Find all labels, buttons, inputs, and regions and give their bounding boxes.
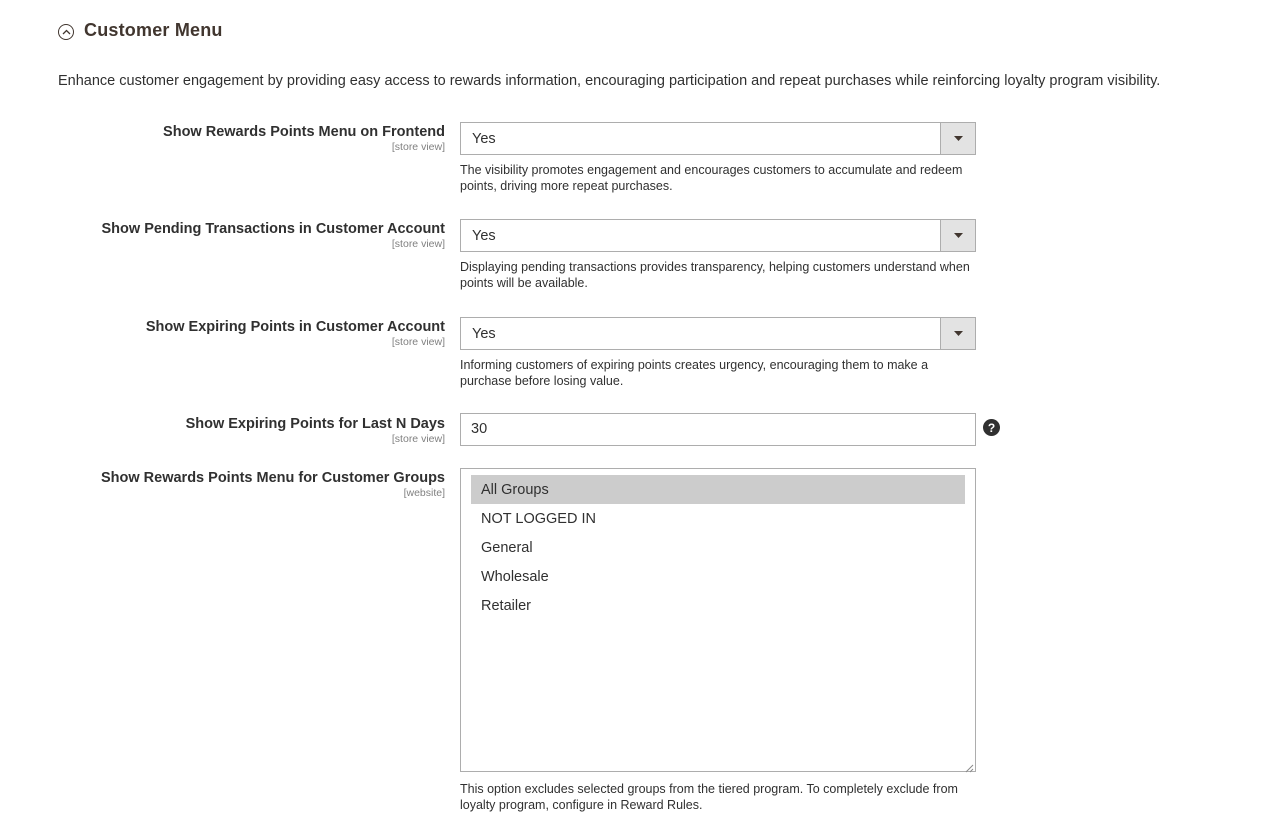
select-value: Yes <box>472 228 496 244</box>
scope-label: [store view] <box>391 336 445 348</box>
multiselect-option[interactable]: All Groups <box>471 475 965 504</box>
show-pending-select[interactable] <box>460 219 976 252</box>
show-menu-frontend-select[interactable] <box>460 122 976 155</box>
field-note: Informing customers of expiring points creates urgency, encouraging them to make a purchase before losing value. <box>460 358 929 388</box>
field-note: The visibility promotes engagement and encourages customers to accumulate and redeem points, driving more repeat purchases. <box>460 163 963 193</box>
select-value: Yes <box>472 131 496 147</box>
customer-groups-multiselect[interactable] <box>460 468 976 772</box>
dropdown-arrow-icon <box>940 220 975 251</box>
field-note: This option excludes selected groups from the tiered program. To completely exclude from loyalty program, configure in Reward Rules. <box>460 782 958 812</box>
section-header-toggle[interactable] <box>58 20 223 41</box>
dropdown-arrow-icon <box>940 123 975 154</box>
field-label: Show Expiring Points in Customer Account <box>145 319 445 335</box>
resize-grip-icon[interactable] <box>964 760 974 770</box>
section-description: Enhance customer engagement by providing easy access to rewards information, encouraging participation and repeat purchases while reinforcing loyalty program visibility. <box>58 73 1161 89</box>
multiselect-option[interactable]: General <box>481 540 533 556</box>
scope-label: [website] <box>403 487 445 499</box>
expiring-days-field[interactable] <box>460 413 976 446</box>
field-label: Show Pending Transactions in Customer Account <box>101 221 445 237</box>
show-expiring-select[interactable] <box>460 317 976 350</box>
question-icon[interactable]: ? <box>983 419 1000 436</box>
chevron-up-circle-icon <box>58 24 74 40</box>
field-label: Show Rewards Points Menu for Customer Groups <box>100 470 445 486</box>
scope-label: [store view] <box>391 238 445 250</box>
scope-label: [store view] <box>391 433 445 445</box>
field-note: Displaying pending transactions provides transparency, helping customers understand when points will be available. <box>460 260 970 290</box>
multiselect-options-list <box>471 475 965 620</box>
scope-label: [store view] <box>391 141 445 153</box>
field-label: Show Expiring Points for Last N Days <box>185 416 445 432</box>
section-title: Customer Menu <box>84 20 223 40</box>
multiselect-option[interactable]: Wholesale <box>481 569 549 585</box>
dropdown-arrow-icon <box>940 318 975 349</box>
multiselect-option[interactable]: NOT LOGGED IN <box>481 511 596 527</box>
multiselect-option[interactable]: Retailer <box>481 598 531 614</box>
select-value: Yes <box>472 326 496 342</box>
field-label: Show Rewards Points Menu on Frontend <box>163 124 445 140</box>
expiring-days-input[interactable] <box>471 421 951 437</box>
